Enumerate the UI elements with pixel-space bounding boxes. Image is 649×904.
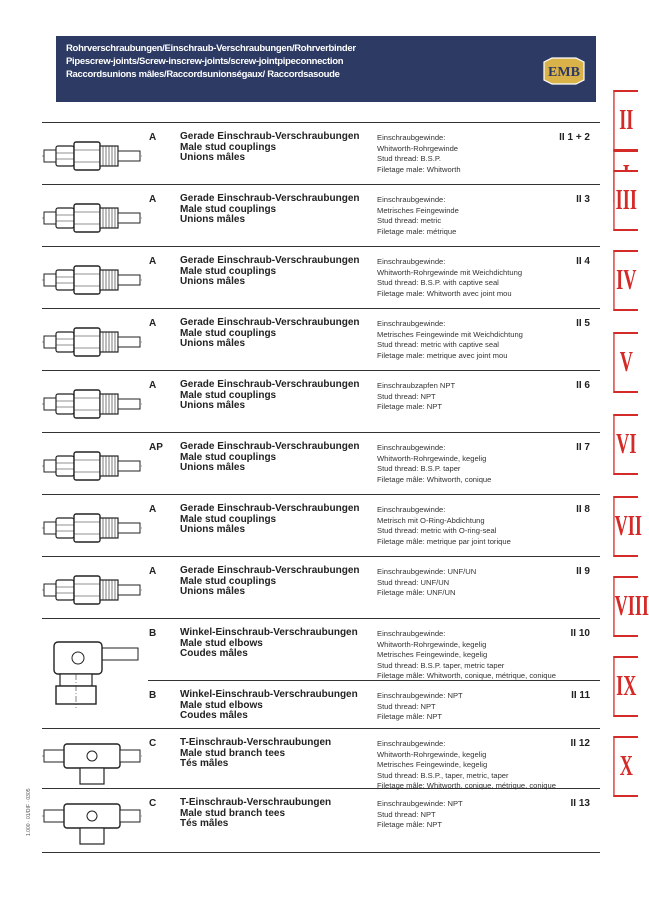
fitting-row <box>42 494 600 554</box>
tab-x[interactable] <box>600 726 638 806</box>
thread-description <box>377 799 463 831</box>
page-reference[interactable]: II 6 <box>576 380 590 391</box>
description-line: Whitworth-Rohrgewinde, kegelig <box>377 749 487 759</box>
straight-fitting-drawing <box>42 260 142 300</box>
type-code: A <box>149 504 157 515</box>
description-line: Metrisches Feingewinde <box>377 205 459 215</box>
title-line: T-Einschraub-Verschraubungen <box>180 797 332 808</box>
elbow-fitting-drawing <box>42 640 142 680</box>
page-reference[interactable]: II 3 <box>576 194 590 205</box>
description-line: Stud thread: B.S.P. taper <box>377 464 461 473</box>
description-line: Einschraubgewinde: <box>377 629 446 638</box>
title-line: Gerade Einschraub-Verschraubungen <box>180 131 360 142</box>
title-line: Male stud couplings <box>180 389 277 401</box>
description-line: Filetage male: Whitworth avec joint mou <box>377 288 512 298</box>
description-line: Stud thread: B.S.P. taper, metric taper <box>377 660 505 670</box>
fitting-titles <box>180 442 360 474</box>
page-reference[interactable]: II 5 <box>576 318 590 329</box>
description-line: Filetage mâle: Whitworth, conique, métrique, conique <box>377 781 556 790</box>
title-line: Unions mâles <box>180 214 246 225</box>
fitting-titles <box>180 566 360 598</box>
page-reference[interactable]: II 4 <box>576 256 590 267</box>
tab-iv[interactable] <box>600 240 638 320</box>
description-line: Einschraubgewinde: <box>377 133 446 142</box>
title-line: T-Einschraub-Verschraubungen <box>180 737 332 748</box>
fitting-row <box>42 728 600 788</box>
title-line: Gerade Einschraub-Verschraubungen <box>180 255 360 266</box>
type-code: A <box>149 566 157 577</box>
tab-label: VII <box>613 496 638 557</box>
straight-fitting-drawing <box>42 508 142 548</box>
description-line: Filetage mâle: Whitworth, conique <box>377 474 492 484</box>
title-line: Unions mâles <box>180 338 246 349</box>
thread-description <box>377 381 455 413</box>
description-line: Einschraubgewinde: <box>377 739 446 748</box>
description-line: Filetage male: Whitworth <box>377 164 461 174</box>
title-line: Male stud elbows <box>180 699 263 711</box>
title-line: Coudes mâles <box>180 710 248 721</box>
type-code: A <box>149 318 157 329</box>
description-line: Filetage mâle: NPT <box>377 820 442 829</box>
thread-description <box>377 133 461 175</box>
description-line: Einschraubgewinde: UNF/UN <box>377 567 477 576</box>
fitting-row <box>42 788 600 848</box>
description-line: Filetage mâle: UNF/UN <box>377 588 456 597</box>
page-reference[interactable]: II 1 + 2 <box>559 132 590 143</box>
page-reference[interactable]: II 13 <box>570 798 590 809</box>
thread-description <box>377 257 522 299</box>
description-line: Einschraubgewinde: <box>377 257 446 266</box>
fitting-row <box>42 184 600 244</box>
tab-ix[interactable] <box>600 646 638 726</box>
fitting-titles <box>180 628 358 660</box>
fitting-titles <box>180 798 331 830</box>
header-line-1: Rohrverschraubungen/Einschraub-Verschraubungen/Rohrverbinder <box>66 43 356 54</box>
row-separator <box>148 680 600 681</box>
thread-description <box>377 319 523 361</box>
description-line: Metrisches Feingewinde, kegelig <box>377 760 488 769</box>
description-line: Filetage male: NPT <box>377 402 442 411</box>
type-code: A <box>149 380 157 391</box>
title-line: Gerade Einschraub-Verschraubungen <box>180 193 360 204</box>
thread-description <box>377 443 491 485</box>
title-line: Unions mâles <box>180 586 246 597</box>
title-line: Tés mâles <box>180 758 229 769</box>
fitting-titles <box>180 318 360 350</box>
type-code: C <box>149 738 157 749</box>
tab-label: VI <box>613 414 638 475</box>
description-line: Filetage male: métrique <box>377 226 457 236</box>
straight-fitting-drawing <box>42 384 142 424</box>
tab-label: IX <box>613 656 638 717</box>
type-code: B <box>149 690 157 701</box>
title-line: Unions mâles <box>180 462 246 473</box>
title-line: Gerade Einschraub-Verschraubungen <box>180 317 360 328</box>
tab-label: X <box>613 736 638 797</box>
description-line: Whitworth-Rohrgewinde, kegelig <box>377 639 487 649</box>
description-line: Whitworth-Rohrgewinde, kegelig <box>377 453 487 463</box>
straight-fitting-drawing <box>42 198 142 238</box>
title-line: Unions mâles <box>180 524 246 535</box>
tab-label: III <box>613 170 638 231</box>
title-line: Male stud couplings <box>180 575 277 587</box>
row-separator <box>42 494 600 495</box>
title-line: Male stud branch tees <box>180 747 286 759</box>
row-separator <box>42 308 600 309</box>
description-line: Stud thread: B.S.P. with captive seal <box>377 278 499 287</box>
thread-description <box>377 567 476 599</box>
title-line: Unions mâles <box>180 276 246 287</box>
title-line: Winkel-Einschraub-Verschraubungen <box>180 627 358 638</box>
page-reference[interactable]: II 7 <box>576 442 590 453</box>
title-line: Male stud elbows <box>180 637 263 649</box>
description-line: Whitworth-Rohrgewinde mit Weichdichtung <box>377 267 523 277</box>
description-line: Stud thread: NPT <box>377 809 436 819</box>
header-banner <box>56 36 596 102</box>
title-line: Male stud couplings <box>180 327 277 339</box>
tab-vii[interactable] <box>600 486 642 566</box>
description-line: Einschraubgewinde: <box>377 443 446 452</box>
tab-label: V <box>613 332 638 393</box>
page-reference[interactable]: II 9 <box>576 566 590 577</box>
description-line: Filetage mâle: metrique par joint torique <box>377 536 511 546</box>
tab-iii[interactable] <box>600 160 638 240</box>
title-line: Winkel-Einschraub-Verschraubungen <box>180 689 358 700</box>
row-separator <box>42 788 600 789</box>
header-line-3: Raccordsunions mâles/Raccordsunionségaux/ Raccordsasoude <box>66 69 340 80</box>
row-separator <box>42 246 600 247</box>
description-line: Metrisch mit O-Ring-Abdichtung <box>377 515 485 525</box>
title-line: Unions mâles <box>180 400 246 411</box>
description-line: Filetage mâle: Whitworth, conique, métrique, conique <box>377 671 556 680</box>
row-separator <box>42 184 600 185</box>
fitting-titles <box>180 738 331 770</box>
type-code: B <box>149 628 157 639</box>
fitting-titles <box>180 132 360 164</box>
row-separator <box>42 618 600 619</box>
straight-fitting-drawing <box>42 322 142 362</box>
title-line: Coudes mâles <box>180 648 248 659</box>
fitting-row <box>42 432 600 492</box>
row-separator <box>42 728 600 729</box>
title-line: Gerade Einschraub-Verschraubungen <box>180 503 360 514</box>
type-code: C <box>149 798 157 809</box>
description-line: Filetage mâle: NPT <box>377 712 442 721</box>
page-reference[interactable]: II 10 <box>570 628 590 639</box>
type-code: AP <box>149 442 163 453</box>
title-line: Gerade Einschraub-Verschraubungen <box>180 441 360 452</box>
description-line: Einschraubzapfen NPT <box>377 381 456 390</box>
tab-label: IV <box>613 250 638 311</box>
fitting-titles <box>180 690 358 722</box>
page-reference[interactable]: II 8 <box>576 504 590 515</box>
description-line: Einschraubgewinde: NPT <box>377 799 463 808</box>
tab-ii[interactable] <box>600 80 638 160</box>
thread-description <box>377 195 459 237</box>
description-line: Metrisches Feingewinde mit Weichdichtung <box>377 329 523 339</box>
title-line: Male stud couplings <box>180 265 277 277</box>
fitting-row <box>42 556 600 616</box>
description-line: Stud thread: NPT <box>377 391 436 401</box>
page-reference[interactable]: II 12 <box>570 738 590 749</box>
description-line: Stud thread: metric with O-ring-seal <box>377 526 497 535</box>
fitting-titles <box>180 194 360 226</box>
fitting-row <box>42 122 600 182</box>
description-line: Einschraubgewinde: <box>377 505 446 514</box>
description-line: Einschraubgewinde: <box>377 319 446 328</box>
fitting-titles <box>180 380 360 412</box>
emb-logo <box>542 56 586 86</box>
title-line: Male stud couplings <box>180 141 277 153</box>
fitting-row <box>42 308 600 368</box>
fitting-row <box>42 370 600 430</box>
tee-fitting-drawing <box>42 740 142 780</box>
title-line: Unions mâles <box>180 152 246 163</box>
description-line: Filetage male: metrique avec joint mou <box>377 350 508 360</box>
fitting-row <box>42 618 600 678</box>
thread-description <box>377 629 556 682</box>
section-tabs <box>600 10 649 904</box>
fitting-titles <box>180 256 360 288</box>
fitting-titles <box>180 504 360 536</box>
title-line: Male stud couplings <box>180 513 277 525</box>
tab-label: II <box>613 90 638 151</box>
tab-vi[interactable] <box>600 404 638 484</box>
thread-description <box>377 739 556 792</box>
title-line: Male stud couplings <box>180 451 277 463</box>
title-line: Gerade Einschraub-Verschraubungen <box>180 379 360 390</box>
type-code: A <box>149 256 157 267</box>
straight-fitting-drawing <box>42 136 142 176</box>
row-separator <box>42 370 600 371</box>
logo-text: EMB <box>548 65 580 80</box>
straight-fitting-drawing <box>42 446 142 486</box>
row-separator <box>42 556 600 557</box>
fitting-row <box>42 246 600 306</box>
bottom-rule <box>42 852 600 853</box>
description-line: Stud thread: B.S.P. <box>377 154 442 163</box>
title-line: Male stud couplings <box>180 203 277 215</box>
page-reference[interactable]: II 11 <box>571 690 590 701</box>
description-line: Stud thread: metric with captive seal <box>377 340 499 349</box>
footer-code: 1.000 · 01/DIF · 0305 <box>26 788 32 836</box>
thread-description <box>377 505 511 547</box>
thread-description <box>377 691 463 723</box>
tee-fitting-drawing <box>42 800 142 840</box>
straight-fitting-drawing <box>42 570 142 610</box>
description-line: Whitworth-Rohrgewinde <box>377 143 459 153</box>
type-code: A <box>149 194 157 205</box>
header-line-2: Pipescrew-joints/Screw-inscrew-joints/screw-jointpipeconnection <box>66 56 344 67</box>
row-separator <box>42 432 600 433</box>
tab-label: VIII <box>613 576 638 637</box>
title-line: Gerade Einschraub-Verschraubungen <box>180 565 360 576</box>
description-line: Einschraubgewinde: <box>377 195 446 204</box>
title-line: Male stud branch tees <box>180 807 286 819</box>
tab-v[interactable] <box>600 322 638 402</box>
description-line: Stud thread: metric <box>377 216 442 225</box>
description-line: Stud thread: B.S.P., taper, metric, taper <box>377 770 509 780</box>
description-line: Stud thread: NPT <box>377 701 436 711</box>
tab-viii[interactable] <box>600 566 649 646</box>
type-code: A <box>149 132 157 143</box>
title-line: Tés mâles <box>180 818 229 829</box>
description-line: Stud thread: UNF/UN <box>377 577 450 587</box>
description-line: Einschraubgewinde: NPT <box>377 691 463 700</box>
row-separator <box>42 122 600 123</box>
description-line: Metrisches Feingewinde, kegelig <box>377 650 488 659</box>
